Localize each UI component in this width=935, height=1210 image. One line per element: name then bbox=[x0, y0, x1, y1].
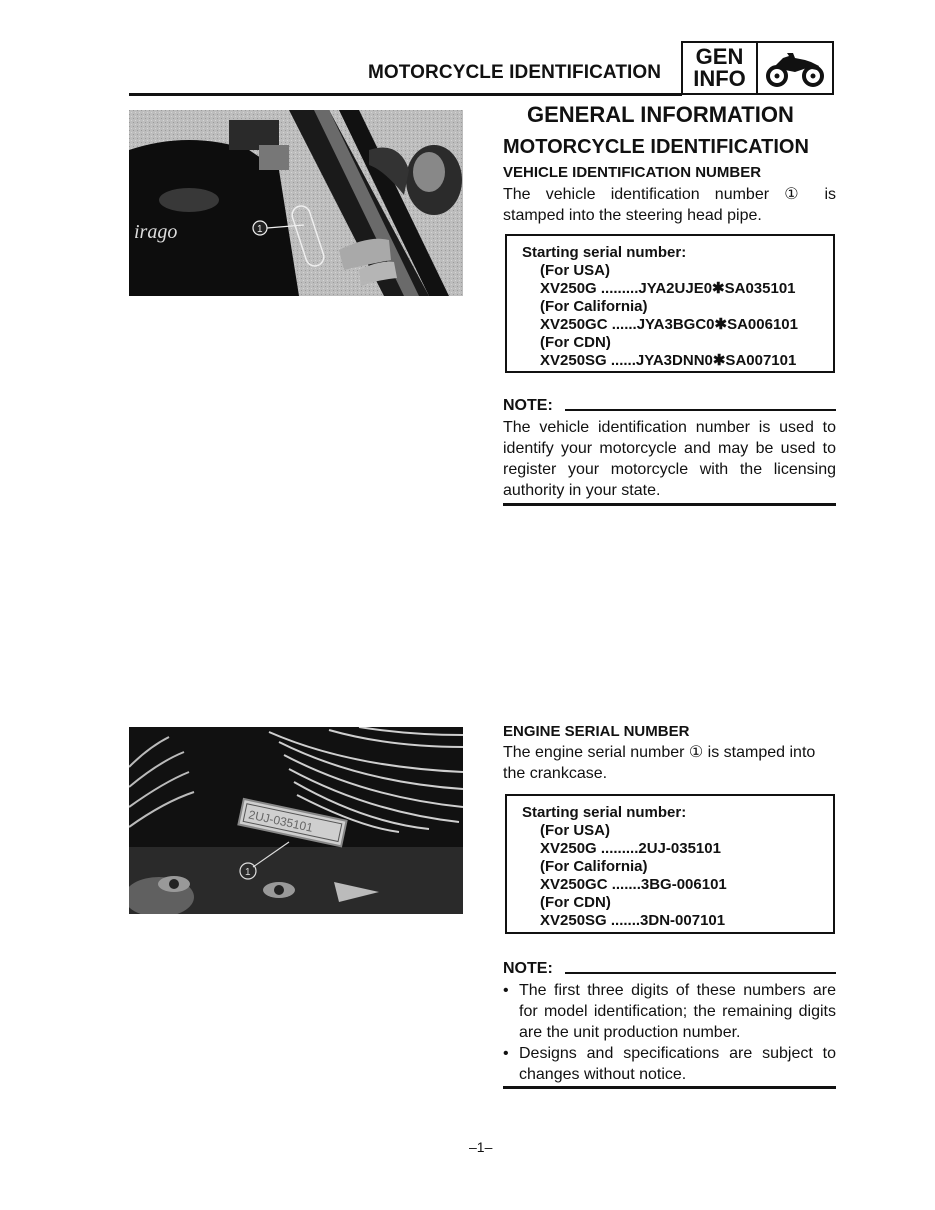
engine-note-list bbox=[503, 980, 836, 1085]
note-end-rule bbox=[503, 1086, 836, 1089]
section-tab-line2: INFO bbox=[693, 66, 746, 91]
engine-note-header bbox=[503, 960, 836, 978]
header-rule bbox=[129, 93, 682, 96]
note-rule bbox=[565, 972, 836, 974]
serial-entry: XV250GC ......JYA3BGC0✱SA006101 bbox=[540, 316, 798, 333]
note-rule bbox=[565, 409, 836, 411]
vin-note-text: The vehicle identification number is used to identify your motorcycle and may be used to register your motorcycle with the licensing authority in your state. bbox=[503, 419, 836, 499]
header-title: MOTORCYCLE IDENTIFICATION bbox=[368, 62, 662, 83]
page-title: GENERAL INFORMATION bbox=[527, 102, 794, 127]
serial-region: (For California) bbox=[540, 298, 648, 315]
serial-entry: XV250SG ......JYA3DNN0✱SA007101 bbox=[540, 352, 797, 369]
serial-region: (For California) bbox=[540, 858, 648, 875]
section-title: MOTORCYCLE IDENTIFICATION bbox=[503, 136, 809, 158]
vin-heading: VEHICLE IDENTIFICATION NUMBER bbox=[503, 164, 762, 181]
note-bullet-text: The first three digits of these numbers are for model identification; the remaining digits are the unit production number. bbox=[519, 982, 836, 1041]
page-number: –1– bbox=[469, 1139, 493, 1155]
crankcase-photo bbox=[129, 727, 463, 914]
serial-region: (For USA) bbox=[540, 822, 610, 839]
svg-text:2UJ-035101: 2UJ-035101 bbox=[247, 807, 315, 835]
serial-entry: XV250G .........JYA2UJE0✱SA035101 bbox=[540, 280, 796, 297]
section-tab-line1: GEN bbox=[695, 44, 744, 69]
engine-description: The engine serial number ① is stamped into the crankcase. bbox=[503, 744, 816, 782]
note-bullet-item bbox=[503, 980, 836, 1043]
section-tab-label bbox=[683, 43, 758, 93]
motorcycle-icon bbox=[758, 43, 832, 93]
note-end-rule bbox=[503, 503, 836, 506]
serial-region: (For USA) bbox=[540, 262, 610, 279]
serial-region: (For CDN) bbox=[540, 894, 611, 911]
note-label: NOTE: bbox=[503, 397, 553, 414]
steering-head-photo bbox=[129, 110, 463, 296]
engine-heading: ENGINE SERIAL NUMBER bbox=[503, 723, 690, 740]
serial-box-title: Starting serial number: bbox=[522, 804, 687, 821]
note-label: NOTE: bbox=[503, 960, 553, 977]
svg-text:1: 1 bbox=[257, 224, 263, 235]
note-bullet-item bbox=[503, 1043, 836, 1085]
section-tab bbox=[681, 41, 834, 95]
serial-entry: XV250G .........2UJ-035101 bbox=[540, 840, 721, 857]
note-bullet-text: Designs and specifications are subject to changes without notice. bbox=[519, 1045, 836, 1083]
bullet-icon: • bbox=[503, 982, 509, 999]
vin-serial-box bbox=[505, 234, 835, 373]
engine-serial-box bbox=[505, 794, 835, 934]
serial-entry: XV250GC .......3BG-006101 bbox=[540, 876, 727, 893]
vin-description: The vehicle identification number ① is stamped into the steering head pipe. bbox=[503, 186, 836, 224]
svg-text:irago: irago bbox=[134, 221, 178, 243]
svg-text:1: 1 bbox=[245, 867, 251, 878]
serial-box-title: Starting serial number: bbox=[522, 244, 687, 261]
serial-entry: XV250SG .......3DN-007101 bbox=[540, 912, 726, 929]
vin-note-header bbox=[503, 397, 836, 415]
serial-region: (For CDN) bbox=[540, 334, 611, 351]
bullet-icon: • bbox=[503, 1045, 509, 1062]
